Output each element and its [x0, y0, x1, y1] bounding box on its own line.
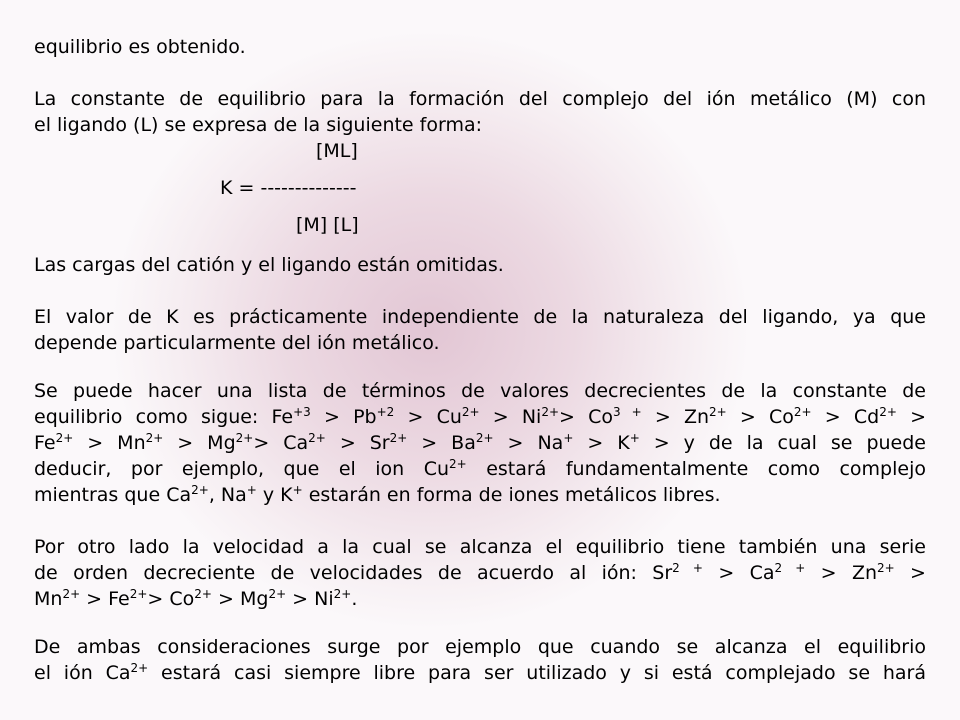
text-segment: > Na	[493, 432, 564, 454]
paragraph-line	[34, 482, 926, 508]
text-segment: > Zn	[641, 406, 710, 428]
charge-superscript: +2	[376, 405, 395, 419]
formula-denominator: [M] [L]	[296, 214, 359, 236]
ion-series-line	[34, 586, 926, 612]
charge-superscript: +3	[293, 405, 311, 419]
text-segment: el ión Ca	[34, 662, 131, 684]
ion-series-line	[34, 430, 926, 456]
text-segment: mientras que Ca	[34, 484, 192, 506]
charge-superscript: 2+	[793, 405, 812, 419]
text-segment: > Mn	[73, 432, 146, 454]
text-segment: estará casi siempre libre para ser utilizado y si está complejado se hará	[148, 662, 927, 684]
text-segment: > Ca	[253, 432, 309, 454]
charge-superscript: 2+	[461, 405, 480, 419]
text-segment: > Ni	[286, 588, 334, 610]
charge-superscript: 2+	[541, 405, 560, 419]
charge-superscript: 2+	[389, 431, 408, 445]
formula-numerator: [ML]	[316, 140, 358, 162]
paragraph-line: La constante de equilibrio para la formación del complejo del ión metálico (M) con	[34, 88, 926, 110]
charge-superscript: 2+	[879, 405, 897, 419]
text-line: Las cargas del catión y el ligando están omitidas.	[34, 254, 504, 276]
paragraph-line: Se puede hacer una lista de términos de valores decrecientes de la constante de	[34, 380, 926, 402]
charge-superscript: 2+	[130, 661, 149, 675]
text-segment: > Cd	[811, 406, 880, 428]
charge-superscript: 2+	[308, 431, 326, 445]
formula-lhs: K = --------------	[220, 177, 357, 199]
text-segment: > Zn	[805, 562, 877, 584]
text-segment: >	[894, 562, 926, 584]
charge-superscript: 2+	[333, 587, 352, 601]
charge-superscript: 2+	[62, 587, 81, 601]
text-segment: > Pb	[310, 406, 377, 428]
charge-superscript: 2+	[191, 483, 209, 497]
charge-superscript: +	[292, 483, 303, 497]
charge-superscript: 2+	[268, 587, 287, 601]
charge-superscript: 2 +	[672, 561, 703, 575]
text-segment: .	[351, 588, 358, 610]
charge-superscript: +	[629, 431, 640, 445]
charge-superscript: 2 +	[774, 561, 806, 575]
text-segment: , Na	[208, 484, 247, 506]
text-segment: > Mg	[211, 588, 269, 610]
text-segment: > Co	[726, 406, 794, 428]
text-segment: y K	[256, 484, 293, 506]
charge-superscript: 2+	[55, 431, 74, 445]
text-segment: > y de la cual se puede	[639, 432, 926, 454]
text-segment: > Mg	[163, 432, 236, 454]
paragraph-line: El valor de K es prácticamente independiente de la naturaleza del ligando, ya que	[34, 306, 926, 328]
text-segment: de orden decreciente de velocidades de acuerdo al ión: Sr	[34, 562, 673, 584]
paragraph-line	[34, 456, 926, 482]
charge-superscript: 2+	[129, 587, 148, 601]
text-segment: > Ba	[407, 432, 476, 454]
text-line: equilibrio es obtenido.	[34, 36, 246, 58]
charge-superscript: 2+	[194, 587, 212, 601]
text-segment: estará fundamentalmente como complejo	[466, 458, 926, 480]
ion-series-line	[34, 404, 926, 430]
text-segment: Fe	[34, 432, 56, 454]
charge-superscript: 2+	[709, 405, 727, 419]
charge-superscript: 2+	[235, 431, 254, 445]
text-segment: estarán en forma de iones metálicos libres.	[302, 484, 721, 506]
text-segment: >	[896, 406, 927, 428]
ion-series-line	[34, 560, 926, 586]
text-segment: > Co	[559, 406, 614, 428]
charge-superscript: 2+	[145, 431, 164, 445]
charge-superscript: 2+	[449, 457, 467, 471]
text-segment: > K	[573, 432, 630, 454]
text-segment: Mn	[34, 588, 63, 610]
text-segment: > Ca	[702, 562, 775, 584]
charge-superscript: +	[246, 483, 257, 497]
paragraph-line: Por otro lado la velocidad a la cual se alcanza el equilibrio tiene también una serie	[34, 536, 926, 558]
charge-superscript: 3 +	[613, 405, 642, 419]
paragraph-line: De ambas consideraciones surge por ejemplo que cuando se alcanza el equilibrio	[34, 636, 926, 658]
charge-superscript: 2+	[877, 561, 895, 575]
text-segment: > Co	[147, 588, 195, 610]
charge-superscript: 2+	[475, 431, 494, 445]
text-segment: > Fe	[80, 588, 130, 610]
paragraph-line	[34, 660, 926, 686]
text-segment: > Sr	[325, 432, 390, 454]
text-segment: > Cu	[394, 406, 462, 428]
text-segment: deducir, por ejemplo, que el ion Cu	[34, 458, 450, 480]
text-segment: > Ni	[479, 406, 542, 428]
paragraph-line: depende particularmente del ión metálico.	[34, 332, 440, 354]
text-segment: equilibrio como sigue: Fe	[34, 406, 294, 428]
paragraph-line: el ligando (L) se expresa de la siguiente forma:	[34, 114, 483, 136]
charge-superscript: +	[563, 431, 574, 445]
